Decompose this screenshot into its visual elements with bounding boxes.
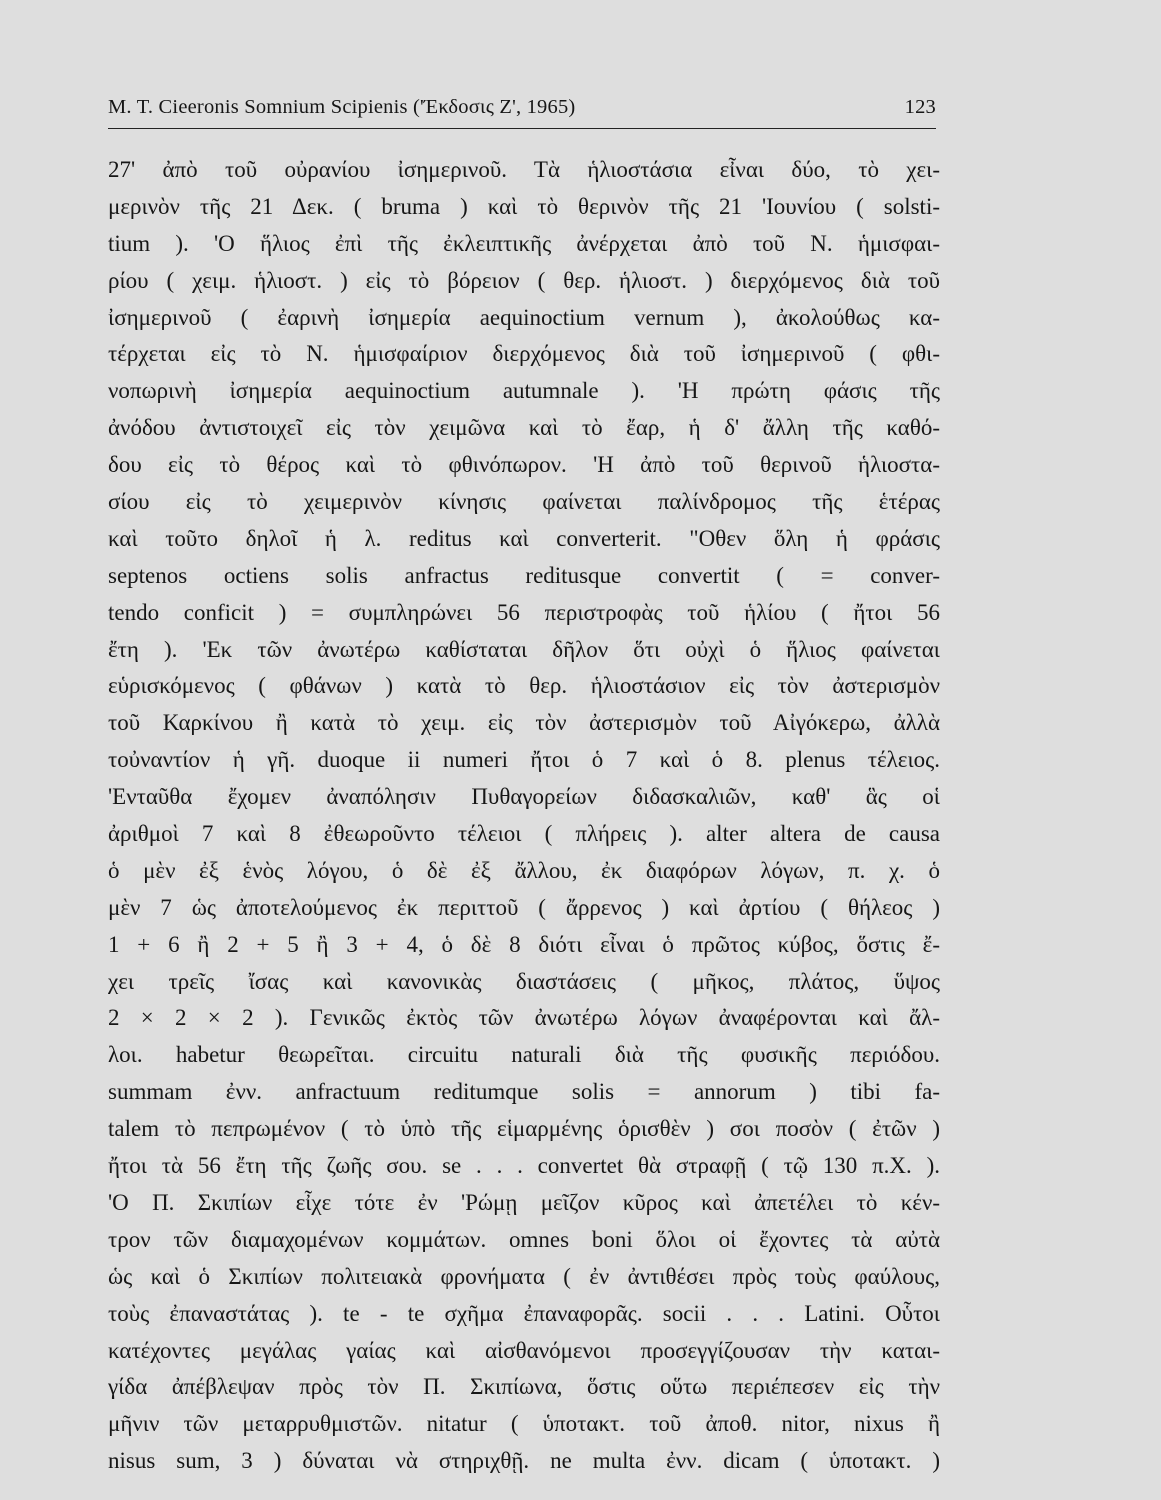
text-line: nisus sum, 3 ) δύναται νὰ στηριχθῇ. ne multa ἐνν. dicam ( ὑποτακτ. ) — [108, 1448, 940, 1474]
text-line: septenos octiens solis anfractus reditusque convertit ( = conver- — [108, 562, 940, 588]
text-line: σίου εἰς τὸ χειμερινὸν κίνησις φαίνεται παλίνδρομος τῆς ἑτέρας — [108, 489, 940, 515]
text-line: τοὐναντίον ἡ γῆ. duoque ii numeri ἤτοι ὁ 7 καὶ ὁ 8. plenus τέλειος. — [108, 747, 940, 773]
text-line: τοὺς ἐπαναστάτας ). te - te σχῆμα ἐπαναφορᾶς. socii . . . Latini. Οὗτοι — [108, 1300, 940, 1326]
text-line: μὲν 7 ὡς ἀποτελούμενος ἐκ περιττοῦ ( ἄρρενος ) καὶ ἀρτίου ( θήλεος ) — [108, 894, 940, 920]
text-line: ρίου ( χειμ. ἡλιοστ. ) εἰς τὸ βόρειον ( θερ. ἡλιοστ. ) διερχόμενος διὰ τοῦ — [108, 267, 940, 293]
text-line: 'Ενταῦθα ἔχομεν ἀναπόλησιν Πυθαγορείων διδασκαλιῶν, καθ' ἃς οἱ — [108, 784, 940, 810]
text-line: 27' ἀπὸ τοῦ οὐρανίου ἰσημερινοῦ. Τὰ ἡλιοστάσια εἶναι δύο, τὸ χει- — [108, 157, 940, 182]
text-line: ἔτη ). 'Εκ τῶν ἀνωτέρω καθίσταται δῆλον ὅτι οὐχὶ ὁ ἥλιος φαίνεται — [108, 636, 940, 662]
text-line: χει τρεῖς ἴσας καὶ κανονικὰς διαστάσεις ( μῆκος, πλάτος, ὕψος — [108, 968, 940, 994]
text-line: 'Ο Π. Σκιπίων εἶχε τότε ἐν 'Ρώμῃ μεῖζον κῦρος καὶ ἀπετέλει τὸ κέν- — [108, 1189, 940, 1215]
running-header — [108, 96, 936, 126]
text-line: talem τὸ πεπρωμένον ( τὸ ὑπὸ τῆς εἱμαρμένης ὁρισθὲν ) σοι ποσὸν ( ἐτῶν ) — [108, 1116, 940, 1142]
text-line: γίδα ἀπέβλεψαν πρὸς τὸν Π. Σκιπίωνα, ὅστις οὕτω περιέπεσεν εἰς τὴν — [108, 1374, 940, 1400]
text-line: ἤτοι τὰ 56 ἔτη τῆς ζωῆς σου. se . . . convertet θὰ στραφῇ ( τῷ 130 π.Χ. ). — [108, 1153, 940, 1179]
text-line: τοῦ Καρκίνου ἢ κατὰ τὸ χειμ. εἰς τὸν ἀστερισμὸν τοῦ Αἰγόκερω, ἀλλὰ — [108, 710, 940, 736]
text-line: δου εἰς τὸ θέρος καὶ τὸ φθινόπωρον. 'Η ἀπὸ τοῦ θερινοῦ ἡλιοστα- — [108, 452, 940, 478]
text-line: tendo conficit ) = συμπληρώνει 56 περιστροφὰς τοῦ ἡλίου ( ἤτοι 56 — [108, 599, 940, 625]
text-line: τέρχεται εἰς τὸ Ν. ἡμισφαίριον διερχόμενος διὰ τοῦ ἰσημερινοῦ ( φθι- — [108, 341, 940, 367]
header-title: M. T. Cieeronis Somnium Scipienis ('Έκδοσις Ζ', 1965) — [108, 96, 576, 118]
text-line: νοπωρινὴ ἰσημερία aequinoctium autumnale ). 'Η πρώτη φάσις τῆς — [108, 378, 940, 404]
text-line: ὡς καὶ ὁ Σκιπίων πολιτειακὰ φρονήματα ( ἐν ἀντιθέσει πρὸς τοὺς φαύλους, — [108, 1263, 940, 1289]
text-line: μερινὸν τῆς 21 Δεκ. ( bruma ) καὶ τὸ θερινὸν τῆς 21 'Ιουνίου ( solsti- — [108, 193, 940, 219]
header-rule — [108, 128, 936, 129]
text-line: εὑρισκόμενος ( φθάνων ) κατὰ τὸ θερ. ἡλιοστάσιον εἰς τὸν ἀστερισμὸν — [108, 673, 940, 699]
text-line: μῆνιν τῶν μεταρρυθμιστῶν. nitatur ( ὑποτακτ. τοῦ ἀποθ. nitor, nixus ἢ — [108, 1411, 940, 1437]
text-line: 2 × 2 × 2 ). Γενικῶς ἐκτὸς τῶν ἀνωτέρω λόγων ἀναφέρονται καὶ ἄλ- — [108, 1005, 940, 1031]
page-number: 123 — [904, 96, 936, 118]
text-line: summam ἐνν. anfractuum reditumque solis = annorum ) tibi fa- — [108, 1079, 940, 1105]
text-line: τρον τῶν διαμαχομένων κομμάτων. omnes boni ὅλοι οἱ ἔχοντες τὰ αὐτὰ — [108, 1226, 940, 1252]
text-line: λοι. habetur θεωρεῖται. circuitu naturali διὰ τῆς φυσικῆς περιόδου. — [108, 1042, 940, 1068]
commentary-text — [108, 152, 940, 1480]
text-line: ἀνόδου ἀντιστοιχεῖ εἰς τὸν χειμῶνα καὶ τὸ ἔαρ, ἡ δ' ἄλλη τῆς καθό- — [108, 415, 940, 441]
text-line: κατέχοντες μεγάλας γαίας καὶ αἰσθανόμενοι προσεγγίζουσαν τὴν καται- — [108, 1337, 940, 1363]
text-line: ἀριθμοὶ 7 καὶ 8 ἐθεωροῦντο τέλειοι ( πλήρεις ). alter altera de causa — [108, 821, 940, 847]
text-line: ὁ μὲν ἐξ ἑνὸς λόγου, ὁ δὲ ἐξ ἄλλου, ἐκ διαφόρων λόγων, π. χ. ὁ — [108, 857, 940, 883]
text-line: καὶ τοῦτο δηλοῖ ἡ λ. reditus καὶ converterit. "Οθεν ὅλη ἡ φράσις — [108, 525, 940, 551]
text-line: tium ). 'Ο ἥλιος ἐπὶ τῆς ἐκλειπτικῆς ἀνέρχεται ἀπὸ τοῦ Ν. ἡμισφαι- — [108, 230, 940, 256]
text-line: ἰσημερινοῦ ( ἐαρινὴ ἰσημερία aequinoctium vernum ), ἀκολούθως κα- — [108, 304, 940, 330]
text-line: 1 + 6 ἢ 2 + 5 ἢ 3 + 4, ὁ δὲ 8 διότι εἶναι ὁ πρῶτος κύβος, ὅστις ἔ- — [108, 931, 940, 957]
